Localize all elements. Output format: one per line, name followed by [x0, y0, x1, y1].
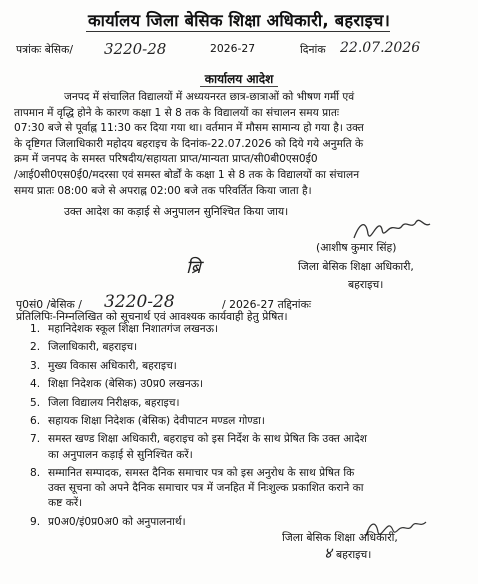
paragraph-line: तापमान में वृद्धि होने के कारण कक्षा 1 से 8 तक के विद्यालयों का संचालन समय प्रातः [14, 106, 340, 119]
list-item: 6. सहायक शिक्षा निदेशक (बेसिक) देवीपाटन मण्डल गोण्डा। [30, 414, 265, 427]
handwritten-initial: ४ [324, 544, 332, 562]
signatory-place: बहराइच। [336, 548, 372, 561]
title-underline [86, 31, 390, 32]
endorsement-reference-handwritten: 3220-28 [104, 292, 175, 312]
office-title: कार्यालय जिला बेसिक शिक्षा अधिकारी, बहराइच। [87, 11, 391, 30]
paragraph-line: 07:30 बजे से पूर्वाह्न 11:30 कर दिया गया था। वर्तमान में मौसम सामान्य हो गया है। उक्त [14, 122, 364, 135]
reference-year: 2026-27 [210, 42, 256, 55]
paragraph-line: /आई0सी0एस0ई0/मदरसा एवं समस्त बोर्डों के कक्षा 1 से 8 तक के विद्यालयों का संचालन [14, 168, 360, 181]
signatory-name: (आशीष कुमार सिंह) [316, 241, 397, 254]
signatory-designation: जिला बेसिक शिक्षा अधिकारी, [282, 531, 398, 544]
list-item: 2. जिलाधिकारी, बहराइच। [30, 341, 138, 354]
distribution-list [30, 322, 462, 533]
heading-underline [200, 86, 278, 87]
order-paragraph [14, 90, 466, 199]
paragraph-line: के दृष्टिगत जिलाधिकारी महोदय बहराइच के दिनांक-22.07.2026 को दिये गये अनुमति के [14, 137, 364, 150]
handwritten-initial: ब्रि [186, 257, 201, 278]
list-item: 3. मुख्य विकास अधिकारी, बहराइच। [30, 359, 177, 372]
list-item: 8. सम्मानित सम्पादक, समस्त दैनिक समाचार पत्र को इस अनुरोध के साथ प्रेषित कि उक्त सूचना को अपने दैनिक समाचार पत्र में जनहित में निःशुल्क प्रकाशित कराने का कष्ट करें। [30, 466, 364, 510]
paragraph-line: क्रम में जनपद के समस्त परिषदीय/सहायता प्राप्त/मान्यता प्राप्त/सी0बी0एस0ई0 [14, 153, 318, 166]
paragraph-line: समय प्रातः 08:00 बजे से अपराह्न 02:00 बजे तक परिवर्तित किया जाता है। [14, 184, 312, 197]
signatory-designation: जिला बेसिक शिक्षा अधिकारी, [298, 260, 414, 273]
reference-number-handwritten: 3220-28 [104, 40, 167, 58]
list-item: 4. शिक्षा निदेशक (बेसिक) उ0प्र0 लखनऊ। [30, 378, 204, 391]
date-handwritten: 22.07.2026 [340, 40, 421, 56]
list-item: 7. समस्त खण्ड शिक्षा अधिकारी, बहराइच को इस निर्देश के साथ प्रेषित कि उक्त आदेश का अनुपालन कड़ाई से सुनिश्चित करें। [30, 433, 367, 461]
list-item: 1. महानिदेशक स्कूल शिक्षा निशातगंज लखनऊ। [30, 323, 218, 335]
list-item: 5. जिला विद्यालय निरीक्षक, बहराइच। [30, 396, 180, 409]
date-label: दिनांक [300, 43, 326, 56]
list-item: 9. प्र0अ0/इं0प्र0अ0 को अनुपालनार्थ। [30, 515, 186, 528]
signatory-place: बहराइच। [348, 278, 384, 291]
paragraph-line: जनपद में संचालित विद्यालयों में अध्ययनरत छात्र-छात्राओं को भीषण गर्मी एवं [64, 91, 355, 103]
endorsement-reference-label: पृ0सं0 /बेसिक / [16, 298, 82, 311]
order-heading: कार्यालय आदेश [204, 72, 274, 86]
endorsement-year-date: / 2026-27 तद्दिनांकः [222, 298, 312, 311]
compliance-line: उक्त आदेश का कड़ाई से अनुपालन सुनिश्चित किया जाय। [64, 205, 289, 218]
endorsement-intro: प्रतिलिपिः-निम्नलिखित को सूचनार्थ एवं आवश्यक कार्यवाही हेतु प्रेषित। [16, 310, 288, 323]
reference-label: पत्रांकः बेसिक/ [16, 43, 73, 56]
